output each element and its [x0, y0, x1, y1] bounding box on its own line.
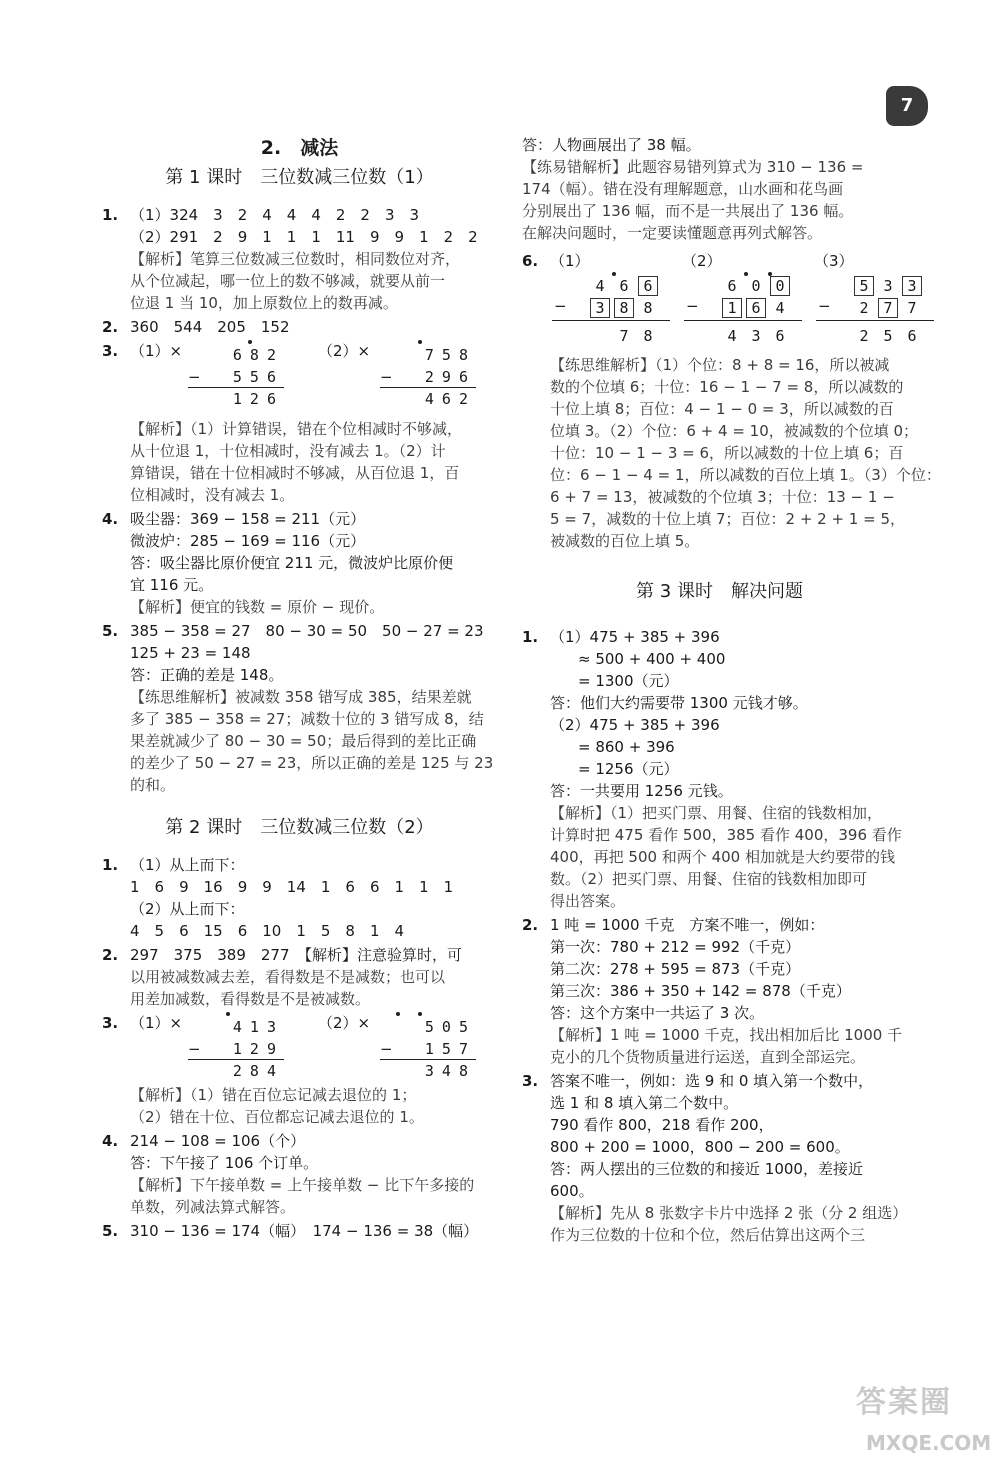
difference: 284	[232, 1062, 284, 1080]
filled-digit-box: 3	[590, 298, 610, 318]
question-number: 1.	[102, 206, 119, 224]
minus-sign: −	[818, 297, 831, 315]
explanation-line: 十位上填 8；百位：4 − 1 − 0 = 3，所以减数的百	[550, 400, 894, 418]
subtrahend: 129	[232, 1040, 284, 1058]
answer-line: 385 − 358 = 27 80 − 30 = 50 50 − 27 = 23	[130, 622, 484, 640]
explanation-line: 【练思维解析】（1）个位：8 + 8 = 16，所以被减	[550, 356, 890, 374]
answer-line: = 860 + 396	[578, 738, 675, 756]
question-number: 3.	[522, 1072, 539, 1090]
answer-line: 1 吨 = 1000 千克 方案不唯一，例如：	[550, 916, 825, 934]
answer-line: ≈ 500 + 400 + 400	[578, 650, 726, 668]
question-3	[102, 340, 497, 506]
explanation-line: 克小的几个货物质量进行运送，直到全部运完。	[550, 1048, 866, 1066]
explanation-line: 【解析】（1）把买门票、用餐、住宿的钱数相加，	[550, 804, 883, 822]
question-number: 3.	[102, 342, 119, 360]
question-6	[522, 250, 941, 552]
digit: 2	[859, 299, 869, 317]
part-label: （2）	[682, 252, 722, 270]
lesson-1-title: 第 1 课时 三位数减三位数（1）	[165, 167, 434, 188]
part-label: （1）×	[130, 342, 183, 360]
minus-sign: −	[686, 297, 699, 315]
digit: 3	[751, 327, 761, 345]
answer-line: 297 375 389 277 【解析】注意验算时，可	[130, 946, 463, 964]
digit: 8	[643, 299, 653, 317]
answer-line: 答：吸尘器比原价便宜 211 元，微波炉比原价便	[130, 554, 454, 572]
digit: 6	[775, 327, 785, 345]
answer-line: 答：他们大约需要带 1300 元钱才够。	[550, 694, 808, 712]
question-number: 2.	[102, 318, 119, 336]
digit: 6	[907, 327, 917, 345]
puzzle-1	[550, 250, 670, 350]
explanation-line: 以用被减数减去差，看得数是不是减数；也可以	[130, 968, 446, 986]
answer-line: （2）291 2 9 1 1 1 11 9 9 1 2 2	[130, 228, 478, 246]
digit: 7	[619, 327, 629, 345]
subtrahend: 556	[232, 368, 284, 386]
question-number: 1.	[102, 856, 119, 874]
question-number: 1.	[522, 628, 539, 646]
explanation-line: 在解决问题时，一定要读懂题意再列式解答。	[522, 224, 823, 242]
puzzle-3	[814, 250, 934, 350]
answer-line: 790 看作 800，218 看作 200，	[550, 1116, 774, 1134]
question-5	[102, 620, 497, 796]
left-column	[102, 134, 497, 1242]
answer-line: 答：一共要用 1256 元钱。	[550, 782, 733, 800]
question-number: 5.	[102, 1222, 119, 1240]
filled-digit-box: 5	[854, 276, 874, 296]
answer-line: （1）324 3 2 4 4 4 2 2 3 3	[130, 206, 420, 224]
explanation-line: 从十位退 1，十位相减时，没有减去 1。（2）计	[130, 442, 446, 460]
difference: 462	[424, 390, 476, 408]
page-number: 7	[886, 86, 928, 126]
minus-sign: −	[380, 1040, 393, 1058]
explanation-line: 单数，列减法算式解答。	[130, 1198, 296, 1216]
difference: 348	[424, 1062, 476, 1080]
explanation-line: 得出答案。	[550, 892, 626, 910]
vertical-subtraction	[380, 1012, 476, 1082]
explanation-line: 的和。	[130, 776, 176, 794]
answer-line: （1）从上而下：	[130, 856, 245, 874]
question-number: 6.	[522, 252, 539, 270]
explanation-line: 分别展出了 136 幅，而不是一共展出了 136 幅。	[522, 202, 854, 220]
question-number: 4.	[102, 1132, 119, 1150]
answer-line: 310 − 136 = 174（幅） 174 − 136 = 38（幅）	[130, 1222, 479, 1240]
minuend: 413	[232, 1018, 284, 1036]
subtrahend: 157	[424, 1040, 476, 1058]
explanation-line: 用差加减数，看得数是不是被减数。	[130, 990, 371, 1008]
lesson-3-title: 第 3 课时 解决问题	[636, 581, 803, 602]
explanation-line: 【解析】（1）错在百位忘记减去退位的 1；	[130, 1086, 417, 1104]
question-1-lesson2	[102, 854, 497, 942]
filled-digit-box: 0	[770, 276, 790, 296]
answer-line: 选 1 和 8 填入第二个数中。	[550, 1094, 739, 1112]
answer-line: 微波炉：285 − 169 = 116（元）	[130, 532, 366, 550]
explanation-line: （2）错在十位、百位都忘记减去退位的 1。	[130, 1108, 424, 1126]
right-column	[522, 134, 941, 1246]
question-number: 3.	[102, 1014, 119, 1032]
explanation-line: 多了 385 − 358 = 27；减数十位的 3 错写成 8，结	[130, 710, 484, 728]
answer-line: 吸尘器：369 − 158 = 211（元）	[130, 510, 366, 528]
explanation-line: 【解析】便宜的钱数 = 原价 − 现价。	[130, 598, 385, 616]
answer-line: 1 6 9 16 9 9 14 1 6 6 1 1 1	[130, 878, 454, 896]
part-label: （2）×	[318, 342, 371, 360]
digit: 3	[883, 277, 893, 295]
answer-line: 800 + 200 = 1000，800 − 200 = 600。	[550, 1138, 850, 1156]
vertical-subtraction	[380, 340, 476, 410]
digit: 7	[907, 299, 917, 317]
answer-line: 答案不唯一，例如：选 9 和 0 填入第一个数中，	[550, 1072, 874, 1090]
minuend: 682	[232, 346, 284, 364]
part-label: （1）	[550, 252, 590, 270]
digit: 4	[775, 299, 785, 317]
minus-sign: −	[188, 368, 201, 386]
digit: 4	[595, 277, 605, 295]
explanation-line: 算错误，错在十位相减时不够减，从百位退 1，百	[130, 464, 460, 482]
lesson-2-title: 第 2 课时 三位数减三位数（2）	[165, 817, 434, 838]
explanation-line: 位填 3。（2）个位：6 + 4 = 10，被减数的个位填 0；	[550, 422, 919, 440]
answer-line: 答：这个方案中一共运了 3 次。	[550, 1004, 765, 1022]
explanation-line: 作为三位数的十位和个位，然后估算出这两个三	[550, 1226, 866, 1244]
explanation-line: 数的个位填 6；十位：16 − 1 − 7 = 8，所以减数的	[550, 378, 904, 396]
question-number: 5.	[102, 622, 119, 640]
filled-digit-box: 8	[614, 298, 634, 318]
answer-line: 宜 116 元。	[130, 576, 214, 594]
explanation-line: 的差少了 50 − 27 = 23，所以正确的差是 125 与 23	[130, 754, 494, 772]
explanation-line: 174（幅）。错在没有理解题意，山水画和花鸟画	[522, 180, 844, 198]
question-2	[102, 316, 497, 338]
answer-line: 答：两人摆出的三位数的和接近 1000，差接近	[550, 1160, 863, 1178]
question-number: 4.	[102, 510, 119, 528]
puzzle-2	[682, 250, 802, 350]
explanation-line: 400，再把 500 和两个 400 相加就是大约要带的钱	[550, 848, 895, 866]
explanation-line: 果差就减少了 80 − 30 = 50；最后得到的差比正确	[130, 732, 477, 750]
answer-line: 答：人物画展出了 38 幅。	[522, 136, 701, 154]
filled-digit-box: 7	[878, 298, 898, 318]
answer-line: 214 − 108 = 106（个）	[130, 1132, 306, 1150]
minus-sign: −	[188, 1040, 201, 1058]
answer-line: 600。	[550, 1182, 594, 1200]
question-4	[102, 508, 497, 618]
minuend: 505	[424, 1018, 476, 1036]
problem-1	[522, 626, 917, 912]
minuend: 758	[424, 346, 476, 364]
explanation-line: 【解析】1 吨 = 1000 千克，找出相加后比 1000 千	[550, 1026, 903, 1044]
question-3-lesson2	[102, 1012, 497, 1128]
problem-2	[522, 914, 917, 1068]
minus-sign: −	[554, 297, 567, 315]
explanation-line: 【解析】（1）计算错误，错在个位相减时不够减，	[130, 420, 463, 438]
part-label: （1）×	[130, 1014, 183, 1032]
digit: 5	[883, 327, 893, 345]
answer-line: 125 + 23 = 148	[130, 644, 251, 662]
explanation-line: 【解析】下午接单数 = 上午接单数 − 比下午多接的	[130, 1176, 475, 1194]
vertical-subtraction	[188, 340, 284, 410]
explanation-line: 十位：10 − 1 − 3 = 6，所以减数的十位上填 6；百	[550, 444, 904, 462]
explanation-line: 【解析】笔算三位数减三位数时，相同数位对齐，	[130, 250, 461, 268]
digit: 6	[727, 277, 737, 295]
digit: 2	[859, 327, 869, 345]
answer-line: 第三次：386 + 350 + 142 = 878（千克）	[550, 982, 851, 1000]
answer-line: 360 544 205 152	[130, 318, 290, 336]
explanation-line: 【练易错解析】此题容易错列算式为 310 − 136 =	[522, 158, 864, 176]
explanation-line: 计算时把 475 看作 500，385 看作 400，396 看作	[550, 826, 902, 844]
part-label: （2）×	[318, 1014, 371, 1032]
explanation-line: 【解析】先从 8 张数字卡片中选择 2 张（分 2 组选）	[550, 1204, 908, 1222]
answer-line: （1）475 + 385 + 396	[550, 628, 720, 646]
digit: 0	[751, 277, 761, 295]
section-title: 2. 减法	[260, 137, 339, 159]
filled-digit-box: 3	[902, 276, 922, 296]
answer-line: 答：正确的差是 148。	[130, 666, 284, 684]
part-label: （3）	[814, 252, 854, 270]
question-2-lesson2	[102, 944, 497, 1010]
subtrahend: 296	[424, 368, 476, 386]
answer-line: 第一次：780 + 212 = 992（千克）	[550, 938, 801, 956]
explanation-line: 位退 1 当 10，加上原数位上的数再减。	[130, 294, 398, 312]
filled-digit-box: 6	[746, 298, 766, 318]
problem-3	[522, 1070, 917, 1246]
digit: 4	[727, 327, 737, 345]
watermark-logo: 答案圈	[856, 1385, 952, 1420]
explanation-line: 位相减时，没有减去 1。	[130, 486, 295, 504]
digit: 8	[643, 327, 653, 345]
explanation-line: 被减数的百位上填 5。	[550, 532, 700, 550]
answer-line: 4 5 6 15 6 10 1 5 8 1 4	[130, 922, 405, 940]
question-1	[102, 204, 497, 314]
filled-digit-box: 6	[638, 276, 658, 296]
explanation-line: 位：6 − 1 − 4 = 1，所以减数的百位上填 1。（3）个位：	[550, 466, 941, 484]
explanation-line: 5 = 7，减数的十位上填 7；百位：2 + 2 + 1 = 5，	[550, 510, 905, 528]
watermark-url: MXQE.COM	[866, 1431, 992, 1455]
question-number: 2.	[522, 916, 539, 934]
difference: 126	[232, 390, 284, 408]
minus-sign: −	[380, 368, 393, 386]
answer-line: 第二次：278 + 595 = 873（千克）	[550, 960, 801, 978]
answer-line: （2）475 + 385 + 396	[550, 716, 720, 734]
digit: 6	[619, 277, 629, 295]
filled-digit-box: 1	[722, 298, 742, 318]
vertical-subtraction	[188, 1012, 284, 1082]
explanation-line: 从个位减起，哪一位上的数不够减，就要从前一	[130, 272, 446, 290]
answer-line: = 1256（元）	[578, 760, 679, 778]
explanation-line: 【练思维解析】被减数 358 错写成 385，结果差就	[130, 688, 472, 706]
question-4-lesson2	[102, 1130, 497, 1218]
digit-box-puzzles	[550, 250, 917, 354]
answer-line: （2）从上而下：	[130, 900, 245, 918]
answer-line: 答：下午接了 106 个订单。	[130, 1154, 319, 1172]
explanation-line: 数。（2）把买门票、用餐、住宿的钱数相加即可	[550, 870, 868, 888]
question-5-lesson2	[102, 1220, 497, 1242]
answer-line: = 1300（元）	[578, 672, 679, 690]
question-number: 2.	[102, 946, 119, 964]
explanation-line: 6 + 7 = 13，被减数的个位填 3；十位：13 − 1 −	[550, 488, 895, 506]
